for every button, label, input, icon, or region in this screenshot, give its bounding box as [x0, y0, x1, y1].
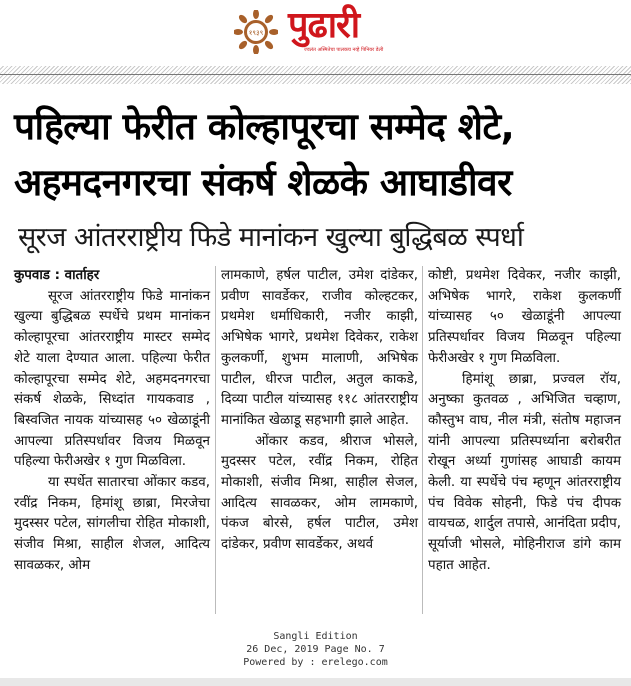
edition-label: Sangli Edition — [273, 631, 358, 642]
logo-tagline: ज्वलंत अस्मितेचा पालकच नव्हे पिनियर डेली — [304, 47, 384, 53]
powered-by-label: Powered by : erelego.com — [243, 657, 388, 668]
byline: कुपवाड : वार्ताहर — [14, 268, 100, 283]
bottom-bar — [0, 678, 631, 686]
paragraph: कोष्टी, प्रथमेश दिवेकर, नजीर काझी, अभिषेक भागरे, राकेश कुलकर्णी यांच्यासह ५० खेळाडूंनी आपल्या प्रतिस्पर्धावर विजय मिळवून पहिल्या फेरीअखेर १ गुण मिळविला. — [428, 268, 621, 366]
masthead — [0, 0, 631, 64]
column-divider — [215, 266, 216, 614]
paragraph: लामकाणे, हर्षल पाटील, उमेश दांडेकर, प्रवीण सावर्डेकर, राजीव कोल्हटकर, प्रथमेश धर्माधिकारी, नजीर काझी, अभिषेक भागरे, प्रथमेश दिवेकर, राकेश कुलकर्णी, शुभम मालाणी, अभिषेक पाटील, धीरज पाटील, अतुल काकडे, दिव्या पाटील यांच्यासह ११८ आंतरराष्ट्रीय मानांकित खेळाडू सहभागी झाले आहेत. — [221, 268, 418, 428]
column-divider — [422, 266, 423, 614]
paragraph: या स्पर्धेत सातारचा ओंकार कडव, रवींद्र निकम, हिमांशू छाब्रा, मिरजेचा मुदस्सर पटेल, सांगलीचा रोहित मोकाशी, संजीव मिश्रा, साहील शेजल, आदित्य सावळकर, ओम — [14, 475, 210, 573]
article-column-1 — [14, 266, 210, 577]
headline-line-2: अहमदनगरचा संकर्ष शेळके आघाडीवर — [14, 161, 512, 204]
headline-line-1: पहिल्या फेरीत कोल्हापूरचा सम्मेद शेटे, — [14, 105, 515, 148]
newspaper-emblem-icon — [234, 10, 278, 54]
masthead-divider — [0, 66, 631, 84]
paragraph: ओंकार कडव, श्रीराज भोसले, मुदस्सर पटेल, रवींद्र निकम, रोहित मोकाशी, संजीव मिश्रा, साहील सेजल, आदित्य सावळकर, ओम लामकाणे, पंकज बोरसे, हर्षल पाटील, उमेश दांडेकर, प्रवीण सावर्डेकर, अथर्व — [221, 433, 418, 553]
paragraph: हिमांशू छाब्रा, प्रज्वल रॉय, अनुष्का कुतवळ , अभिजित चव्हाण, कौस्तुभ वाघ, नील मंत्री, संतोष महाजन यांनी आपल्या प्रतिस्पर्ध्याना बरोबरीत रोखून अर्ध्या गुणांसह आघाडी कायम केली. या स्पर्धेचे पंच म्हणून आंतरराष्ट्रीय पंच विवेक सोहनी, फिडे पंच दीपक वायचळ, शार्दुल तपासे, आनंदिता प्रदीप, सूर्याजी भोसले, मोहिनीराज डांगे काम पहात आहेत. — [428, 371, 621, 573]
date-page-label: 26 Dec, 2019 Page No. 7 — [246, 644, 385, 655]
emblem-number: १९३९ — [248, 29, 264, 37]
article-column-3 — [428, 266, 621, 577]
paragraph: सूरज आंतरराष्ट्रीय फिडे मानांकन खुल्या बुद्धिबळ स्पर्धेचे प्रथम मानांकन कोल्हापूरचा आंतरराष्ट्रीय मास्टर सम्मेद शेटे याला देण्यात आला. पहिल्या फेरीत कोल्हापूरचा सम्मेद शेटे, अहमदनगरचा संकर्ष शेळके, सिध्दांत गायकवाड , बिस्वजित नायक यांच्यासह ५० खेळाडूंनी आपल्या प्रतिस्पर्धावर विजय मिळवून पहिल्या फेरीअखेर १ गुण मिळविला. — [14, 288, 210, 470]
subheadline: सूरज आंतरराष्ट्रीय फिडे मानांकन खुल्या बुद्धिबळ स्पर्धा — [18, 222, 524, 253]
page-footer — [0, 630, 631, 669]
article-column-2 — [221, 266, 418, 556]
newspaper-logo: पुढारी — [288, 5, 360, 46]
